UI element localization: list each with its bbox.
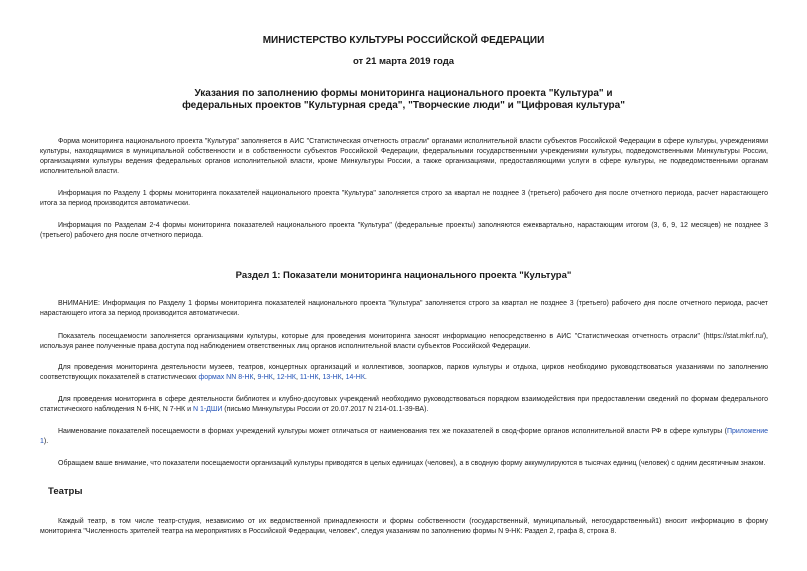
form-1dshi-link[interactable]: N 1-ДШИ (192, 406, 223, 413)
theatres-paragraph-1: Каждый театр, в том числе театр-студия, независимо от их ведомственной принадлежности и формы собственности (государственный, муниципальный, негосударственный1) вносит информацию в форму мониторинга "Численность зрителей театра на мероприятиях в Российской Федерации, человек", следуя указаниям по заполнению формы N 9-НК: Раздел 2, графа 8, строка 8. (40, 518, 768, 535)
intro-paragraph-2: Информация по Разделу 1 формы мониторинга показателей национального проекта "Культура" заполняется строго за квартал не позднее 3 (третьего) рабочего дня после отчетного периода, расчет нарастающего итога за период производится автоматически. (40, 190, 768, 207)
appendix-1-link[interactable]: Приложение 1 (40, 428, 768, 445)
form-8nk-link[interactable]: формах NN 8-НК (198, 374, 254, 381)
intro-paragraph-3: Информация по Разделам 2-4 формы мониторинга показателей национального проекта "Культура" (федеральные проекты) заполняются ежеквартально, нарастающим итогом (3, 6, 9, 12 месяцев) не позднее 3 (третьего) рабочего дня после отчетного периода. (40, 222, 768, 239)
form-12nk-link[interactable]: 12-НК (276, 374, 296, 381)
section-1-paragraph-5: Наименование показателей посещаемости в формах учреждений культуры может отличаться от наименования тех же показателей в свод-форме органов исполнительной власти РФ в сфере культуры (Приложение 1). (40, 428, 768, 445)
section-1-paragraph-4: Для проведения мониторинга в сфере деятельности библиотек и клубно-досуговых учреждений необходимо руководствоваться порядком взаимодействия при предоставлении сведений по формам федерального статистического наблюдения N 6-НК, N 7-НК и N 1-ДШИ (письмо Минкультуры России от 20.07.2017 N 214-01.1-39-ВА). (40, 396, 768, 413)
theatres-heading: Театры (48, 486, 83, 497)
form-9nk-link[interactable]: 9-НК (257, 374, 273, 381)
ministry-heading: МИНИСТЕРСТВО КУЛЬТУРЫ РОССИЙСКОЙ ФЕДЕРАЦИИ (262, 35, 545, 46)
section-1-paragraph-1: ВНИМАНИЕ: Информация по Разделу 1 формы мониторинга показателей национального проекта "Культура" заполняется строго за квартал не позднее 3 (третьего) рабочего дня после отчетного периода, расчет нарастающего итога за период производится автоматически. (40, 300, 768, 317)
section-1-title: Раздел 1: Показатели мониторинга национального проекта "Культура" (235, 270, 572, 281)
document-date: от 21 марта 2019 года (352, 56, 455, 67)
form-13nk-link[interactable]: 13-НК (322, 374, 342, 381)
section-1-paragraph-3: Для проведения мониторинга деятельности музеев, театров, концертных организаций и коллективов, зоопарков, парков культуры и отдыха, цирков необходимо руководствоваться указаниями по заполнению соответствующих показателей в статистических формах NN 8-НК, 9-НК, 12-НК, 11-НК, 13-НК, 14-НК. (40, 364, 768, 381)
section-1-paragraph-2: Показатель посещаемости заполняется организациями культуры, которые для проведения мониторинга заносят информацию непосредственно в АИС "Статистическая отчетность отрасли" (https://stat.mkrf.ru/), используя ранее полученные права доступа под наблюдением ответственных лиц органов исполнительной власти субъектов Российской Федерации. (40, 333, 768, 350)
form-14nk-link[interactable]: 14-НК (345, 374, 365, 381)
paragraph-3-text: Для проведения мониторинга деятельности музеев, театров, концертных организаций и коллективов, зоопарков, парков культуры и отдыха, цирков необходимо руководствоваться указаниями по заполнению соответствующих показателей в статистических (40, 364, 768, 381)
document-title: Указания по заполнению формы мониторинга национального проекта "Культура" и федеральных проектов "Культурная среда", "Творческие люди" и "Цифровая культура" (182, 88, 625, 111)
section-1-paragraph-6: Обращаем ваше внимание, что показатели посещаемости организаций культуры приводятся в целых единицах (человек), а в сводную форму аккумулируются в тысячах единиц (человек) с одним десятичным знаком. (58, 460, 766, 467)
intro-paragraph-1: Форма мониторинга национального проекта "Культура" заполняется в АИС "Статистическая отчетность отрасли" органами исполнительной власти субъектов Российской Федерации в сфере культуры, учреждениями культуры, находящимися в муниципальной собственности и в собственности субъектов Российской Федерации, федеральными государственными учреждениями культуры, подведомственными Минкультуры России, организациями культуры ведения федеральных органов исполнительной власти, кроме Минкультуры России, а также организациями, предоставляющими услуги в сфере культуры, не подведомственными органам исполнительной власти. (40, 138, 768, 175)
form-11nk-link[interactable]: 11-НК (299, 374, 319, 381)
